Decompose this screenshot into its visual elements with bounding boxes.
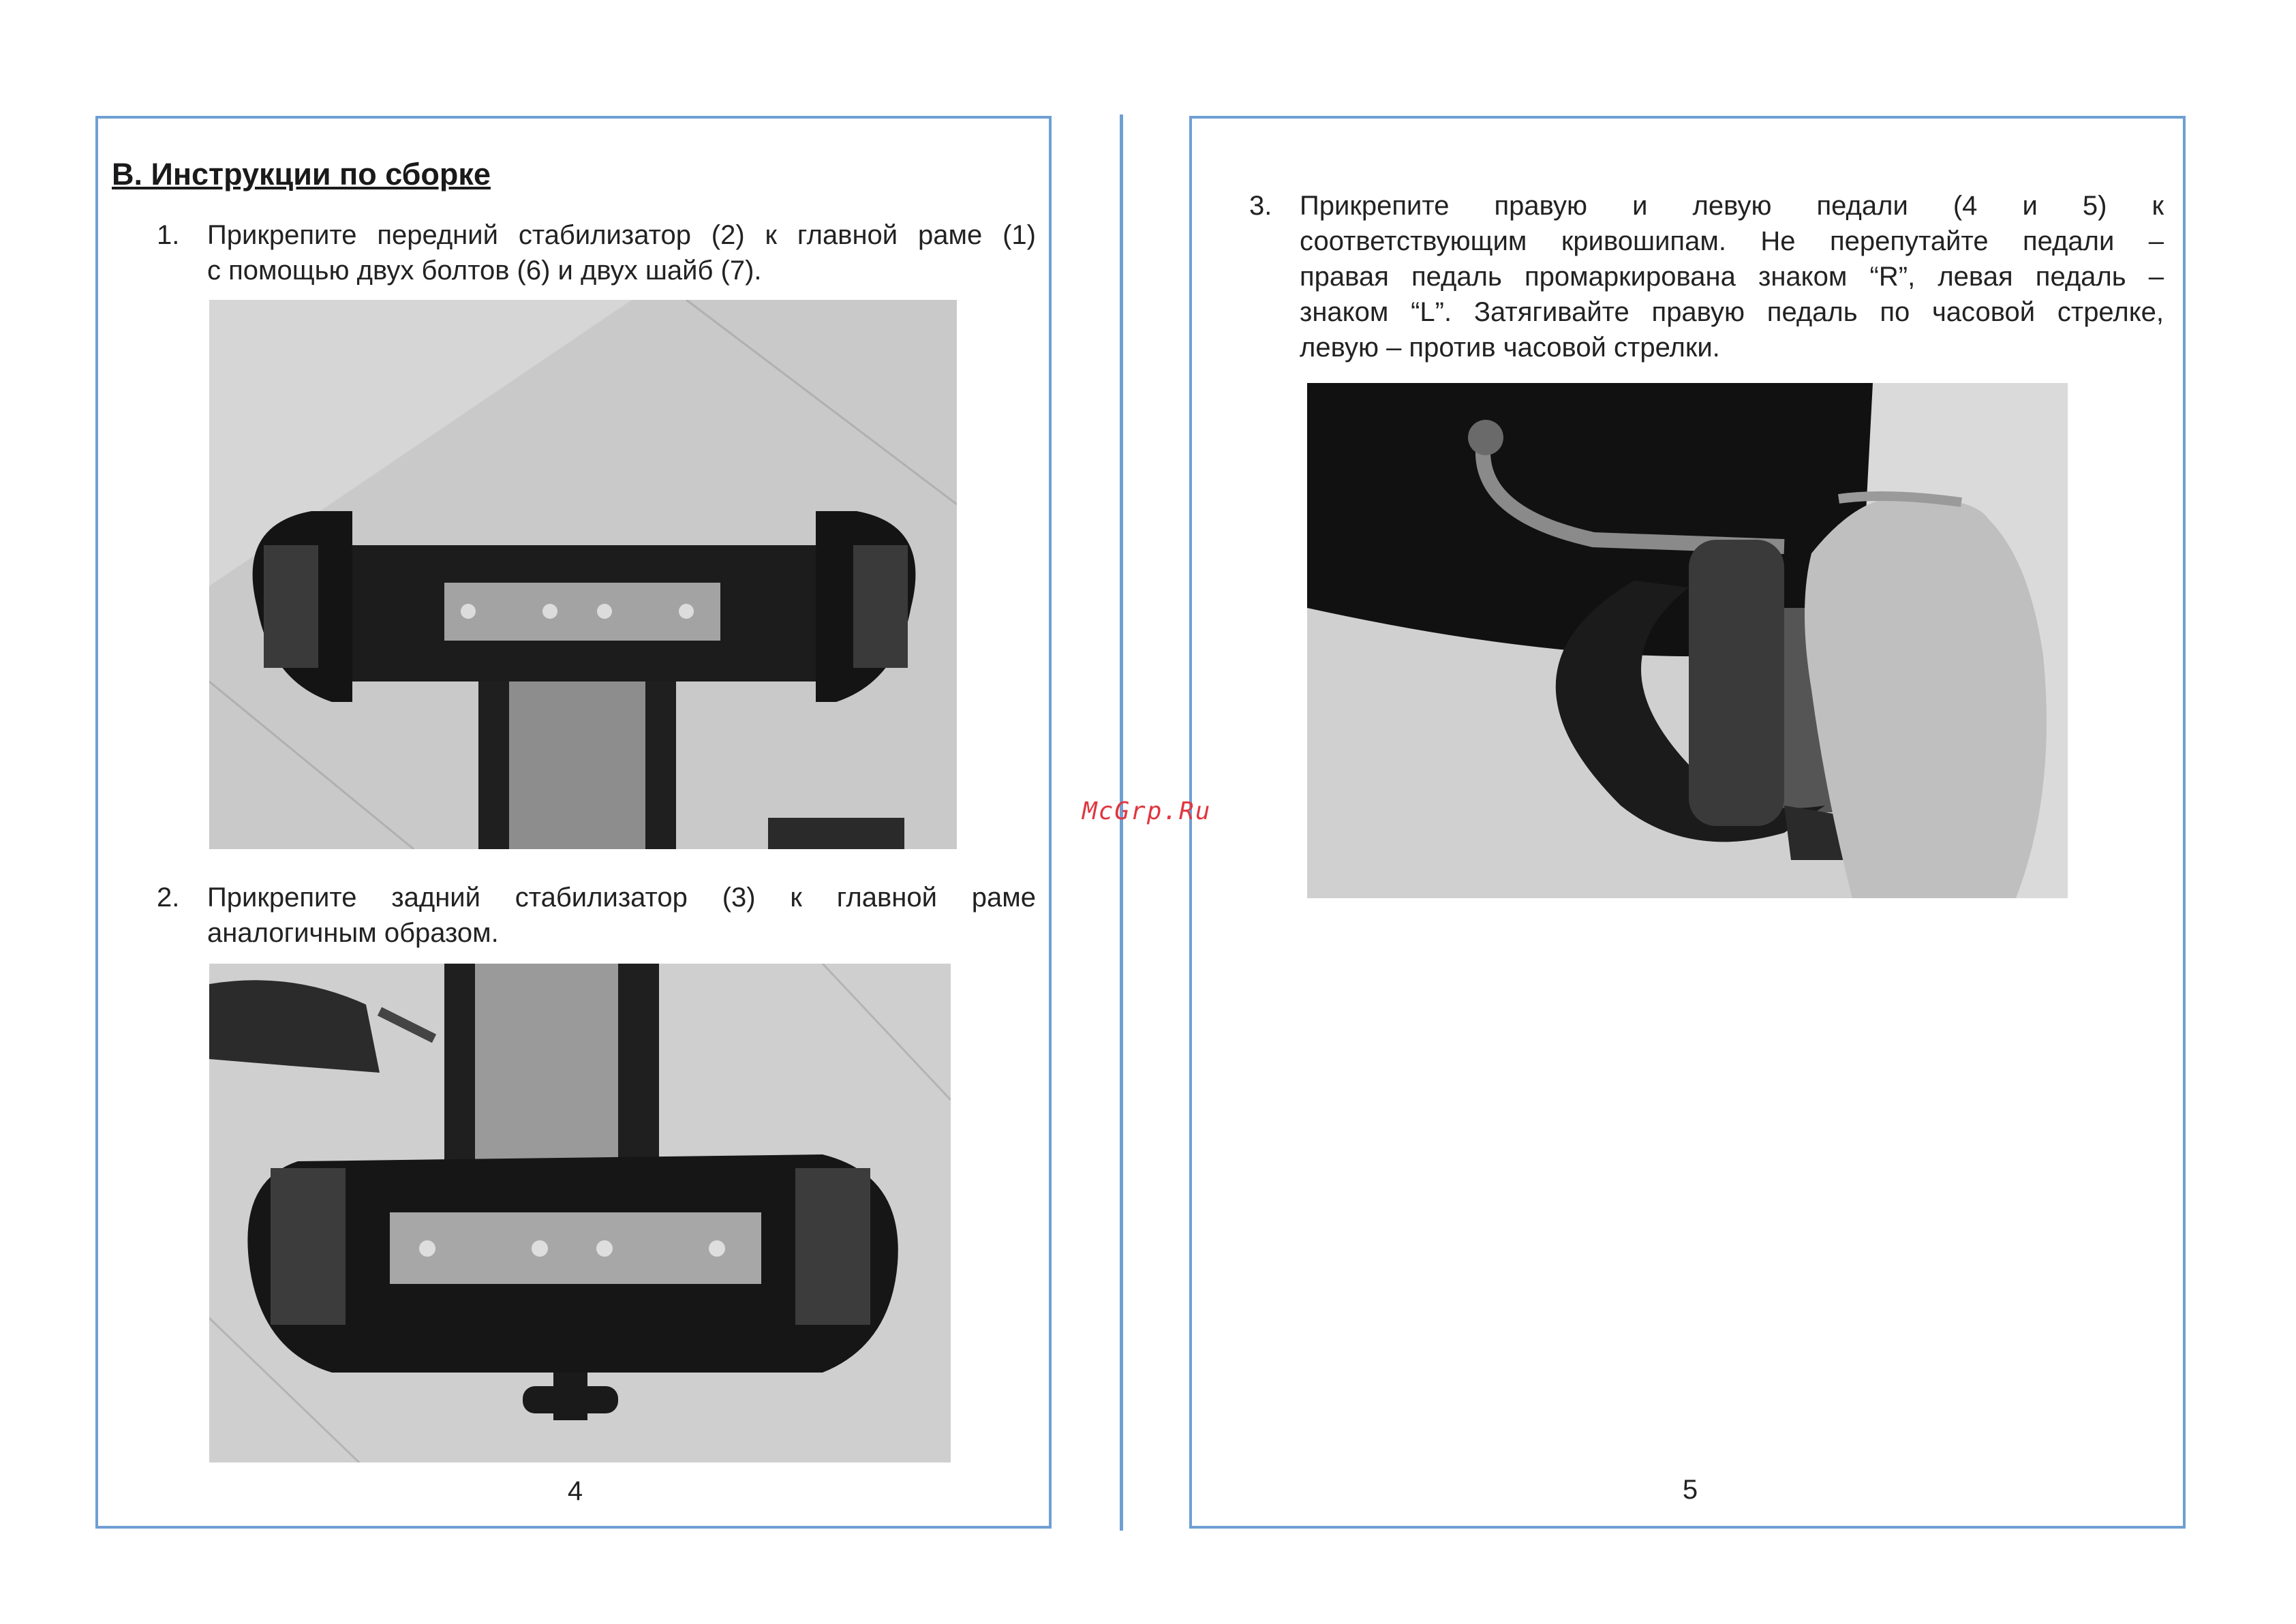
step-2-number: 2. [157,883,180,913]
step-3-line-4: знаком “L”. Затягивайте правую педаль по часовой стрелке, [1300,297,2164,327]
step-3-text [1300,188,2164,365]
step-1-number: 1. [157,220,180,250]
step-2-text [207,880,1036,951]
photo-front-stabilizer [209,300,957,849]
step-2-line-2: аналогичным образом. [207,918,499,948]
step-3-line-1: Прикрепите правую и левую педали (4 и 5) к [1300,191,2164,221]
photo-rear-stabilizer [209,964,951,1462]
page-number-right: 5 [1682,1475,1698,1505]
left-page [95,116,1052,1529]
page-number-left: 4 [567,1476,583,1506]
step-1-line-2: с помощью двух болтов (6) и двух шайб (7). [207,256,762,286]
step-3-number: 3. [1249,191,1272,221]
right-page [1189,116,2186,1529]
step-2-line-1: Прикрепите задний стабилизатор (3) к главной раме [207,883,1036,913]
step-1-line-1: Прикрепите передний стабилизатор (2) к главной раме (1) [207,220,1036,250]
photo-pedal-install [1307,383,2068,898]
step-3-line-5: левую – против часовой стрелки. [1300,333,1720,363]
step-3-line-2: соответствующим кривошипам. Не перепутайте педали – [1300,226,2164,256]
section-heading: В. Инструкции по сборке [112,157,491,191]
step-3-line-3: правая педаль промаркирована знаком “R”, левая педаль – [1300,262,2164,292]
step-1-text [207,217,1036,288]
watermark: McGrp.Ru [1082,797,1212,825]
